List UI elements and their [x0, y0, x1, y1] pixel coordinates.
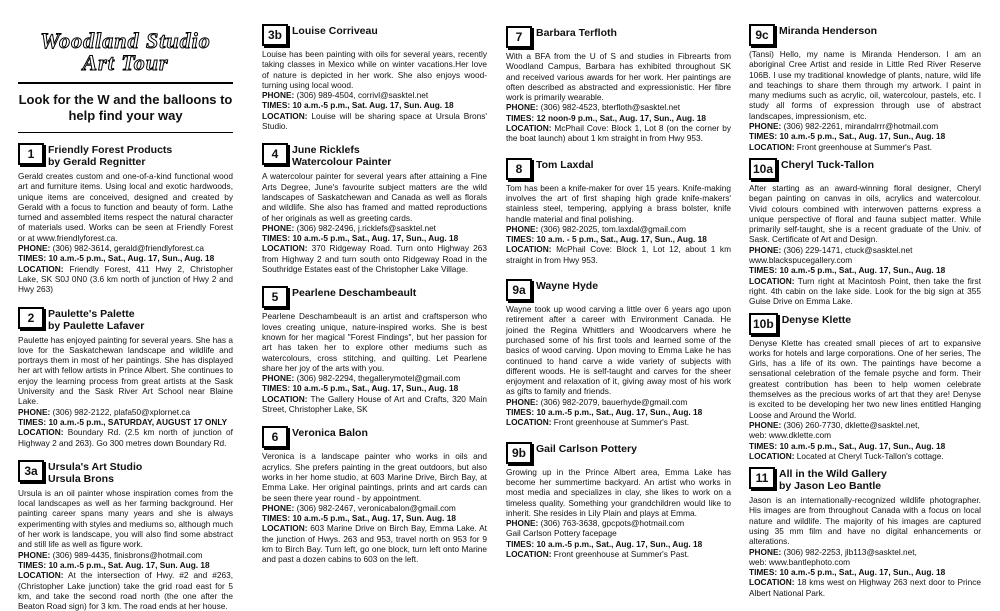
- times-label: TIMES:: [262, 233, 291, 244]
- title-line-2: Art Tour: [82, 50, 169, 75]
- entry-number: 3a: [18, 460, 44, 482]
- entry-number: 9a: [506, 279, 532, 301]
- phone-label: PHONE:: [506, 223, 539, 234]
- entry-subname: by Paulette Lafaver: [48, 319, 145, 332]
- phone-value: (306) 229-1471, ctuck@sasktel.net: [783, 244, 913, 255]
- entry-number: 3b: [262, 24, 288, 46]
- entry-7: [506, 26, 731, 144]
- location-value: Front greenhouse at Summer's Past.: [553, 548, 690, 559]
- times-label: TIMES:: [506, 234, 535, 245]
- times-label: TIMES:: [18, 559, 47, 570]
- times-label: TIMES:: [506, 407, 535, 418]
- times-value: 10 a.m.-5 p.m., Sat., Aug. 17, Sun., Aug. 18: [292, 233, 459, 244]
- entry-number: 10a: [749, 158, 777, 180]
- entry-number: 6: [262, 426, 288, 448]
- column-4: [749, 24, 981, 598]
- times-value: 10 a.m.-5 p.m., Sat., Aug. 17, Sun. Aug. 18: [292, 513, 456, 524]
- entry-extra: web: www.bantlephoto.com: [749, 556, 851, 567]
- entry-3b: [262, 24, 487, 131]
- times-label: TIMES:: [18, 253, 47, 264]
- phone-label: PHONE:: [262, 90, 295, 101]
- title-line-1: Woodland Studio: [40, 28, 211, 53]
- entry-subname: Watercolour Painter: [292, 156, 392, 169]
- times-value: 10 a.m.-5 p.m., Sat. Aug. 17, Sun. Aug. 18: [48, 559, 210, 570]
- column-3: [506, 26, 731, 559]
- location-value: Louise will be sharing space at Ursula Brons' Studio.: [262, 110, 487, 132]
- phone-value: (306) 982-2496, j.ricklefs@sasktel.net: [296, 222, 436, 233]
- phone-label: PHONE:: [18, 549, 51, 560]
- times-label: TIMES:: [749, 265, 778, 276]
- entry-description: Tom has been a knife-maker for over 15 years. Knife-making involves the art of first shaping high grade knife-makers' stainless steel, tempering, applying a brass bolster, knife handle material and final polishing.: [506, 182, 731, 224]
- entry-name: Denyse Klette: [781, 313, 852, 326]
- entry-name: All in the Wild Gallery: [779, 468, 887, 481]
- location-value: Friendly Forest, 411 Hwy 2, Christopher Lake, SK S0J 0N0 (3.6 km north of junction of Hwy 2 and Hwy 263): [18, 263, 233, 295]
- entry-name: June Ricklefs: [292, 144, 360, 157]
- entry-5: [262, 286, 487, 414]
- entry-name: Barbara Terfloth: [536, 27, 617, 39]
- location-value: 370 Ridgeway Road. Turn onto Highway 263 from Highway 2 and turn south onto Ridgeway Road in the Southridge Estates east of the Christopher Lake Village.: [262, 243, 487, 275]
- times-label: TIMES:: [749, 131, 778, 142]
- entry-subname: by Jason Leo Bantle: [779, 480, 882, 493]
- entry-name: Friendly Forest Products: [48, 144, 173, 156]
- phone-value: (306) 982-2467, veronicabalon@gmail.com: [296, 502, 456, 513]
- entry-description: Denyse Klette has created small pieces of art to expansive works for hotels and large corporations. One of her series, The Girls, has a life of its own. The paintings have become a sensational celebration of the female psyche and form. Their greatest contribution has been to help women celebrate themselves as the precious works of art that they are! Denyse is excited to be developing her two new lines entitled Hanging Loose and Around the World.: [749, 337, 981, 420]
- phone-label: PHONE:: [262, 502, 295, 513]
- entry-name: Louise Corriveau: [292, 25, 378, 37]
- location-label: LOCATION:: [18, 427, 64, 438]
- entry-description: Veronica is a landscape painter who works in oils and acrylics. She prefers painting in the great outdoors, but also works in her home studio, at 603 Marine Drive, Birch Bay, at Emma Lake. Her original paintings, prints and art cards can be seen there year round - by appointment.: [262, 451, 487, 503]
- entry-description: Growing up in the Prince Albert area, Emma Lake has become her summertime backyard. An artist who works in most media and specializes in clay, she likes to work on a timeless quality. Something your grandchildren would like to inherit. She resides in Lily Plain and plays at Emma.: [506, 466, 731, 518]
- entry-description: Wayne took up wood carving a little over 6 years ago upon retirement after a career with Environment Canada. He joined the Regina Whittlers and Woodcarvers where he purchased some of his first tools and learned some of the basics of wood carving. Upon moving to Emma Lake he has continued to hand carve a wide variety of subjects with different woods. He is self-taught and carves for the sheer enjoyment and relaxation of it, giving away most of his work as gifts to family and friends.: [506, 304, 731, 397]
- entry-description: (Tansi) Hello, my name is Miranda Henderson. I am an aboriginal Cree Artist and reside in Little Red River Reserve 106B. I use my traditional knowledge of plants, nature, wild life and teachings to share them through my artwork. I paint in many mediums such as acrylic, oil, watercolour, pastels, etc. I study all forms of expression through use of abstract landscapes, impressionism, etc.: [749, 49, 981, 121]
- times-label: TIMES:: [749, 567, 778, 578]
- times-label: TIMES:: [749, 440, 778, 451]
- phone-value: (306) 982-2025, tom.laxdal@gmail.com: [540, 223, 686, 234]
- entry-number: 9b: [506, 442, 532, 464]
- phone-label: PHONE:: [749, 121, 782, 132]
- location-label: LOCATION:: [262, 243, 308, 254]
- entry-name: Miranda Henderson: [779, 25, 878, 37]
- phone-label: PHONE:: [749, 244, 782, 255]
- times-label: TIMES:: [506, 112, 535, 123]
- entry-name: Wayne Hyde: [536, 280, 599, 293]
- entry-description: Gerald creates custom and one-of-a-kind functional wood art and furniture items. Using local and exotic hardwoods, unique items are conceived, designed and created by Gerald with a focus to function and beauty of form. Lathe turned and assembled items respect the natural character of materials used. Works can be seen at Friendly Forest or at www.friendlyforest.ca.: [18, 171, 233, 243]
- phone-label: PHONE:: [506, 102, 539, 113]
- entry-6: [262, 426, 487, 564]
- location-label: LOCATION:: [262, 110, 308, 121]
- entry-name: Gail Carlson Pottery: [536, 442, 637, 455]
- entry-number: 10b: [749, 313, 778, 335]
- entry-description: A watercolour painter for several years after attaining a Fine Arts Degree, June's favourite subject matters are the wild landscapes of Saskatchewan and Canada as well as florals and wildlife. She also has framed and matted reproductions of her originals as well as greeting cards.: [262, 171, 487, 223]
- location-value: McPhail Cove: Block 1, Lot 8 (on the corner by the boat launch) about 1 km straight in from Hwy 953.: [506, 123, 731, 144]
- entry-10a: [749, 158, 981, 307]
- entry-description: Paulette has enjoyed painting for several years. She has a love for the Saskatchewan landscape and wildlife and portrays them in most of her paintings. She has displayed her art with fellow artists in Prince Albert. She continues to enjoy the learning process from great artists at the Sask University and the Sask River Art School near Blaine Lake.: [18, 334, 233, 407]
- phone-label: PHONE:: [749, 419, 782, 430]
- phone-value: (306) 260-7730, dklette@sasktel.net,: [783, 419, 920, 430]
- location-label: LOCATION:: [749, 275, 795, 286]
- phone-value: (306) 989-4435, finisbrons@hotmail.com: [52, 549, 203, 560]
- entry-8: [506, 158, 731, 265]
- phone-label: PHONE:: [18, 243, 51, 254]
- entry-1: [18, 143, 233, 295]
- location-value: Turn right at Macintosh Point, then take the first right. 4th cabin on the lake side. Look for the big sign at 355 Guise Drive on Emma Lake.: [749, 275, 982, 307]
- times-value: 10 a.m.-5 p.m., Sat., Aug. 17, Sun., Aug. 18: [536, 538, 703, 549]
- location-label: LOCATION:: [262, 393, 308, 404]
- entry-2: [18, 307, 233, 448]
- location-value: Front greenhouse at Summer's Past.: [553, 417, 690, 428]
- times-label: TIMES:: [262, 100, 291, 111]
- location-label: LOCATION:: [749, 450, 795, 461]
- location-label: LOCATION:: [506, 417, 552, 428]
- times-value: 10 a.m.-5 p.m., Sat., Aug. 17, Sun., Aug. 18: [779, 131, 946, 142]
- entry-9c: [749, 24, 981, 152]
- entry-number: 2: [18, 307, 44, 329]
- entry-description: Jason is an internationally-recognized wildlife photographer. His images are from throughout Canada with a focus on local nature and wildlife. The majority of his images are captured using 35 mm film and have no digital enhancements or alterations.: [749, 495, 981, 547]
- entry-name: Paulette's Palette: [48, 307, 135, 320]
- entry-description: After starting as an award-winning floral designer, Cheryl began painting on canvas in oils, acrylics and watercolour. Vivid colours combined with interwoven patterns express a unique perspective of floral and fauna subject matter. While primarily self-taught, she is a recent graduate of the Univ. of Sask. Certificate of Art and Design.: [749, 182, 981, 245]
- phone-value: (306) 982-4523, bterfloth@sasktel.net: [540, 102, 681, 113]
- entry-9a: [506, 279, 731, 428]
- phone-label: PHONE:: [506, 396, 539, 407]
- location-label: LOCATION:: [749, 141, 795, 152]
- phone-label: PHONE:: [262, 222, 295, 233]
- entry-name: Tom Laxdal: [536, 158, 594, 171]
- phone-value: (306) 763-3638, gpcpots@hotmail.com: [540, 518, 685, 529]
- column-1: [18, 0, 233, 611]
- entry-4: [262, 143, 487, 274]
- entry-name: Veronica Balon: [292, 427, 368, 440]
- phone-label: PHONE:: [262, 373, 295, 384]
- phone-value: (306) 982-2079, bauerhyde@gmail.com: [540, 396, 688, 407]
- location-value: At the intersection of Hwy. #2 and #263, (Christopher Lake junction) take the grid road east for 5 km, and take the second road north (the one after the Beaton Road sign) for 3 km. The road ends at her house.: [18, 570, 233, 611]
- location-value: Boundary Rd. (2.5 km north of junction of Highway 2 and 263). Go 300 metres down Boundary Rd.: [18, 427, 233, 448]
- location-label: LOCATION:: [506, 123, 552, 134]
- location-value: Front greenhouse at Summer's Past.: [796, 141, 933, 152]
- entry-subname: Ursula Brons: [48, 472, 114, 485]
- location-value: 18 kms west on Highway 263 next door to Prince Albert National Park.: [749, 577, 982, 598]
- times-value: 12 noon-9 p.m., Sat., Aug. 17, Sun., Aug. 18: [536, 112, 706, 123]
- phone-label: PHONE:: [749, 546, 782, 557]
- times-value: 10 a.m.-5 p.m., Sat. Aug. 17, Sun. Aug. 18: [292, 100, 454, 111]
- location-label: LOCATION:: [506, 244, 552, 255]
- times-value: 10 a.m.-5 p.m., Sat., Aug. 17, Sun., Aug. 18: [779, 440, 946, 451]
- location-value: 603 Marine Drive on Birch Bay, Emma Lake. At the junction of Hwys. 263 and 953, travel north on 953 for 9 km to Birch Bay. Turn left, go one block, turn left onto Marine and past a dozen cabins to 603 on the left.: [262, 523, 487, 565]
- entry-name: Pearlene Deschambeault: [292, 287, 417, 300]
- times-value: 10 a.m.-5 p.m., Sat., Aug. 17, Sun., Aug. 18: [779, 567, 946, 578]
- entry-description: Pearlene Deschambeault is an artist and craftsperson who loves creating unique, nature-inspired works. She is best known for her magical "Forest Findings", but her passion for art has taken her to explore other mediums such as watercolours, cross stitching, and quilting. Let Pearlene share her joy of the arts with you.: [262, 311, 487, 373]
- entry-number: 7: [506, 26, 532, 48]
- times-value: 10 a.m. - 5 p.m., Sat., Aug. 17, Sun., Aug. 18: [536, 234, 707, 245]
- times-label: TIMES:: [262, 383, 291, 394]
- location-label: LOCATION:: [262, 523, 308, 534]
- times-value: 10 a.m.-5 p.m., SATURDAY, AUGUST 17 ONLY: [48, 416, 228, 427]
- entry-10b: [749, 313, 981, 462]
- column-2: [262, 24, 487, 565]
- times-value: 10 a.m.-5 p.m., Sat., Aug. 17, Sun., Aug. 18: [48, 253, 215, 264]
- entry-extra: www.blackspucegallery.com: [749, 255, 853, 266]
- location-label: LOCATION:: [18, 263, 64, 274]
- phone-label: PHONE:: [18, 406, 51, 417]
- times-label: TIMES:: [506, 538, 535, 549]
- entry-extra: web: www.dklette.com: [749, 430, 832, 441]
- entry-description: Ursula is an oil painter whose inspiration comes from the local landscapes as well as her farming background. Her painting career spans many years and she is always experimenting with styles and mediums so, although much of her work is landscape, you will also find some abstract and still life as well as figure work.: [18, 487, 233, 550]
- times-label: TIMES:: [18, 416, 47, 427]
- location-label: LOCATION:: [506, 548, 552, 559]
- entry-description: Louise has been painting with oils for several years, recently taking classes in Mexico while on winter vacations.Her love of nature is depicted in her work. She also enjoys wood-turning using local wood.: [262, 49, 487, 90]
- entry-3a: [18, 460, 233, 611]
- entry-11: [749, 467, 981, 598]
- phone-value: (306) 982-2261, mirandalrrr@hotmail.com: [783, 121, 939, 132]
- times-value: 10 a.m.-5 p.m., Sat., Aug. 17, Sun., Aug. 18: [292, 383, 459, 394]
- entry-9b: [506, 442, 731, 560]
- location-value: McPhail Cove: Block 1, Lot 12, about 1 km straight in from Hwy 953.: [506, 244, 731, 265]
- entry-name: Ursula's Art Studio: [48, 460, 143, 473]
- phone-label: PHONE:: [506, 518, 539, 529]
- times-value: 10 a.m.-5 p.m., Sat., Aug. 17, Sun., Aug. 18: [536, 407, 703, 418]
- times-value: 10 a.m.-5 p.m., Sat., Aug. 17, Sun., Aug. 18: [779, 265, 946, 276]
- entry-number: 11: [749, 467, 775, 489]
- title-block: [18, 30, 233, 84]
- entry-number: 1: [18, 143, 44, 165]
- phone-value: (306) 982-2122, plafa50@xplornet.ca: [52, 406, 191, 417]
- phone-value: (306) 982-3614, gerald@friendlyforest.ca: [52, 243, 204, 254]
- tagline: Look for the W and the balloons to help find your way: [18, 92, 233, 133]
- times-label: TIMES:: [262, 513, 291, 524]
- entry-extra: Gail Carlson Pottery facepage: [506, 528, 617, 539]
- entry-number: 9c: [749, 24, 775, 46]
- location-label: LOCATION:: [749, 577, 795, 588]
- entry-description: With a BFA from the U of S and studies in Fibrearts from Woodland Campus, Barbara has exhibited throughout SK and received various awards for her work. Her paintings are often described as abstracted and expressionistic. Her fibre work is primarily wearable.: [506, 51, 731, 103]
- phone-value: (306) 989-4504, corrivl@sasktel.net: [296, 90, 429, 101]
- location-label: LOCATION:: [18, 570, 64, 581]
- location-value: The Gallery House of Art and Crafts, 320 Main Street, Christopher Lake, SK: [262, 393, 488, 415]
- entry-number: 8: [506, 158, 532, 180]
- entry-subname: by Gerald Regnitter: [48, 156, 146, 168]
- entry-number: 4: [262, 143, 288, 165]
- phone-value: (306) 982-2253, jlb113@sasktel.net,: [783, 546, 917, 557]
- phone-value: (306) 982-2294, thegallerymotel@gmail.com: [296, 373, 461, 384]
- entry-number: 5: [262, 286, 288, 308]
- location-value: Located at Cheryl Tuck-Tallon's cottage.: [796, 450, 944, 461]
- entry-name: Cheryl Tuck-Tallon: [781, 158, 874, 171]
